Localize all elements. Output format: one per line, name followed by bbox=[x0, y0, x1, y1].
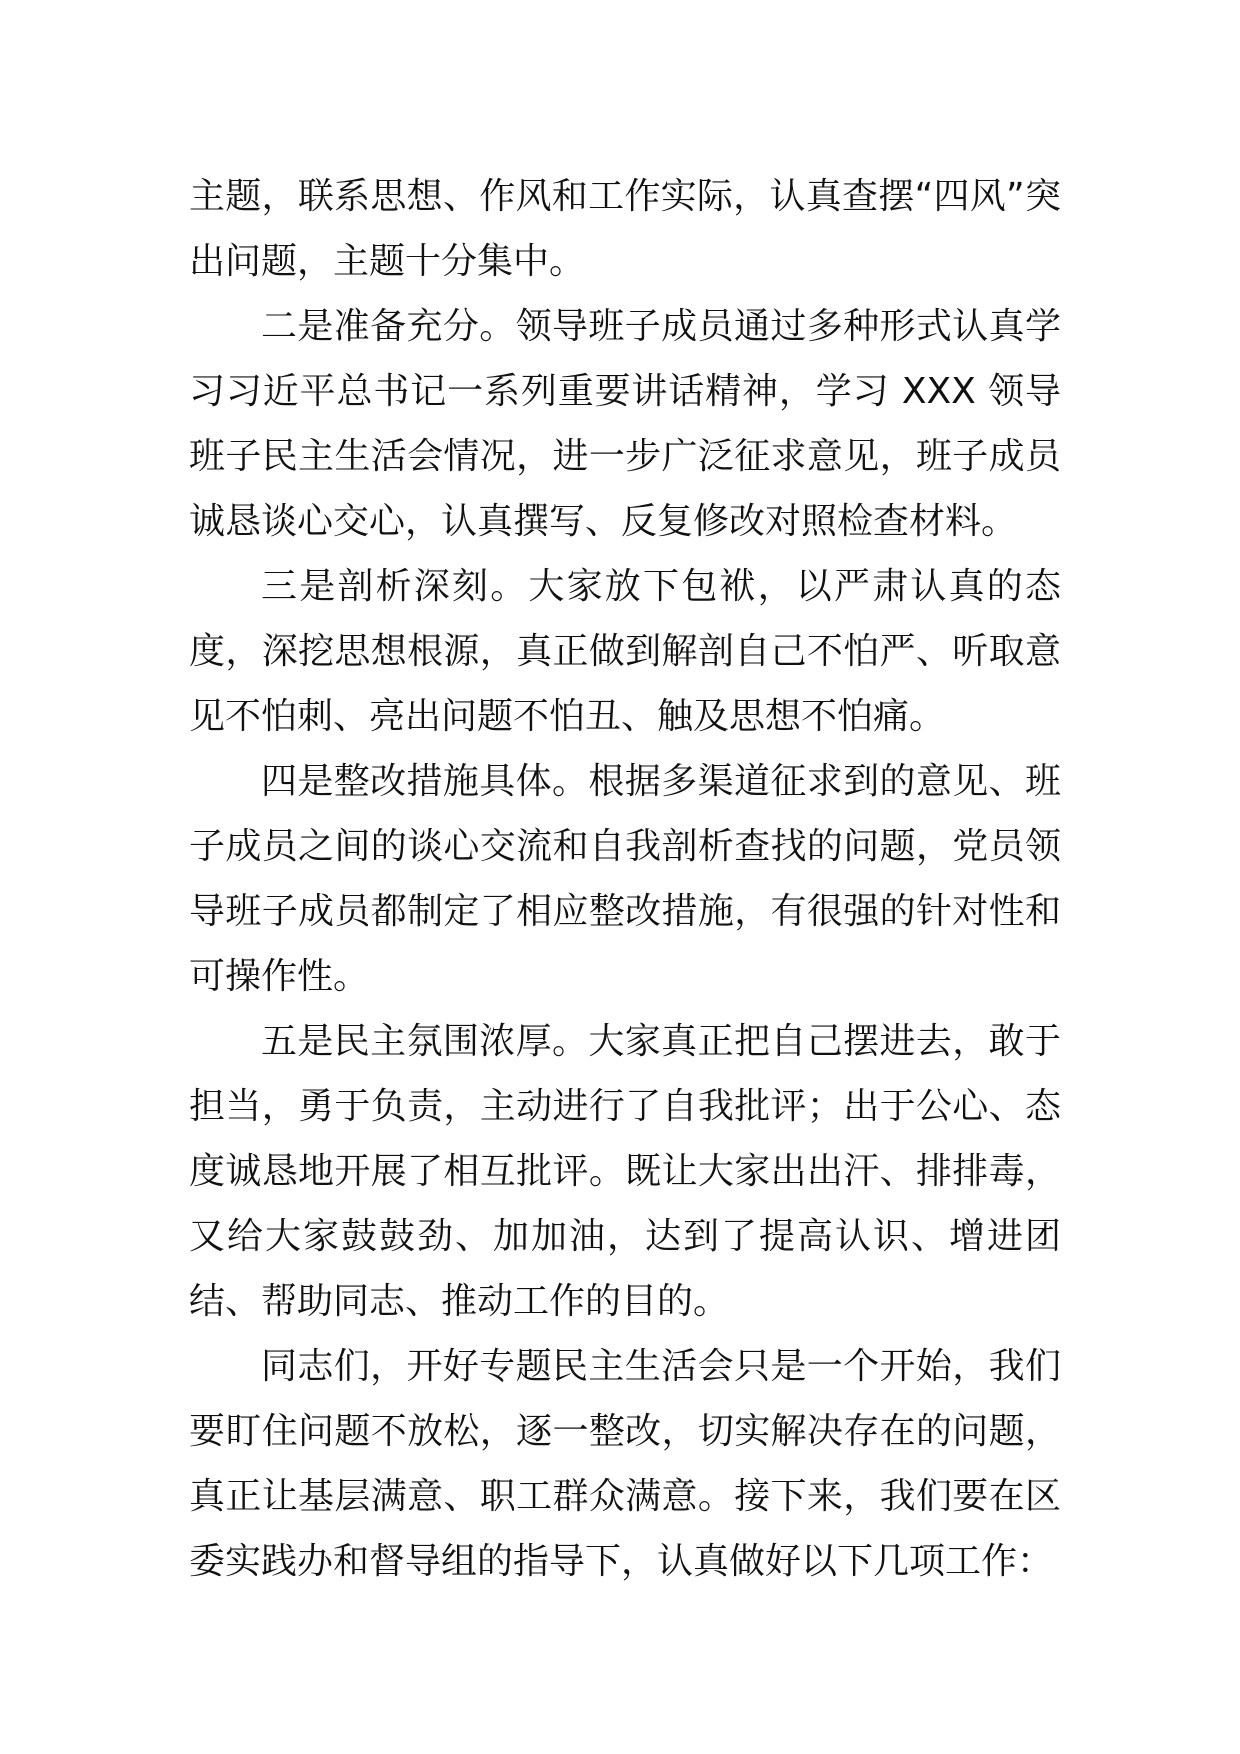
document-body bbox=[189, 164, 1061, 1594]
paragraph-analysis: 三是剖析深刻。大家放下包袱，以严肃认真的态度，深挖思想根源，真正做到解剖自己不怕严、听取意见不怕刺、亮出问题不怕丑、触及思想不怕痛。 bbox=[189, 566, 1061, 737]
paragraph-rectification: 四是整改措施具体。根据多渠道征求到的意见、班子成员之间的谈心交流和自我剖析查找的问题，党员领导班子成员都制定了相应整改措施，有很强的针对性和可操作性。 bbox=[189, 761, 1061, 997]
paragraph-democracy: 五是民主氛围浓厚。大家真正把自己摆进去，敢于担当，勇于负责，主动进行了自我批评；出于公心、态度诚恳地开展了相互批评。既让大家出出汗、排排毒，又给大家鼓鼓劲、加加油，达到了提高认识、增进团结、帮助同志、推动工作的目的。 bbox=[189, 1021, 1061, 1322]
paragraph-next-steps: 同志们，开好专题民主生活会只是一个开始，我们要盯住问题不放松，逐一整改，切实解决存在的问题，真正让基层满意、职工群众满意。接下来，我们要在区委实践办和督导组的指导下，认真做好以下几项工作： bbox=[189, 1346, 1061, 1582]
paragraph-continuation: 主题，联系思想、作风和工作实际，认真查摆“四风”突出问题，主题十分集中。 bbox=[189, 176, 1061, 282]
paragraph-preparation: 二是准备充分。领导班子成员通过多种形式认真学习习近平总书记一系列重要讲话精神，学习 XXX 领导班子民主生活会情况，进一步广泛征求意见，班子成员诚恳谈心交心，认真撰写、反复修改对照检查材料。 bbox=[189, 306, 1061, 542]
